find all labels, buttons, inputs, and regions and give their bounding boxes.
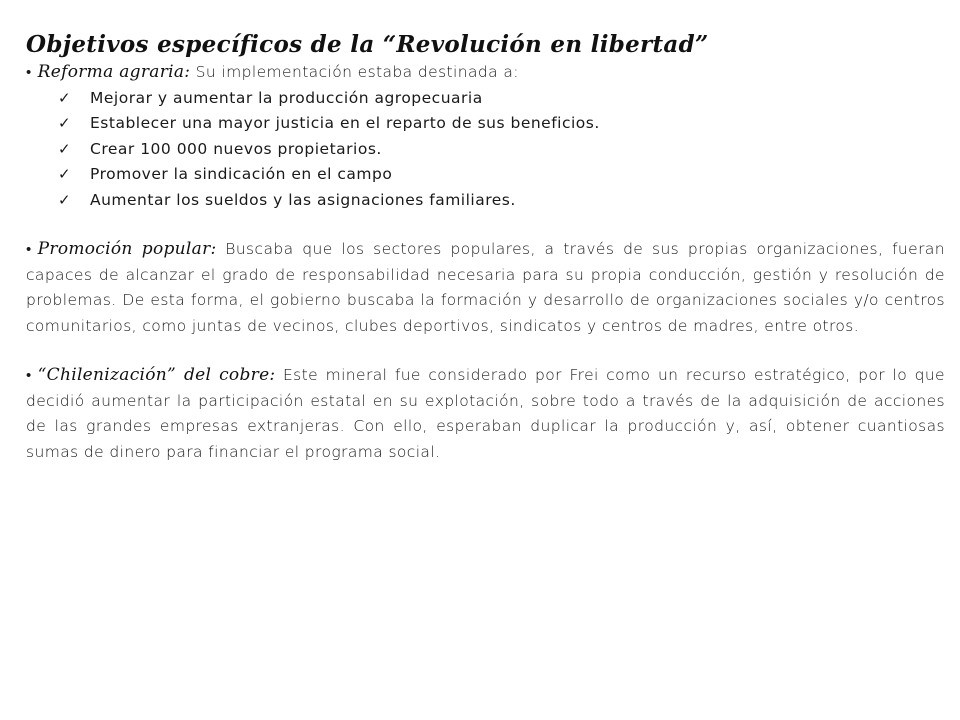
list-item-text: Aumentar los sueldos y las asignaciones familiares. <box>90 190 516 209</box>
bullet-icon: • <box>26 240 32 258</box>
section-body: Buscaba que los sectores populares, a través de sus propias organizaciones, fueran capaces de alcanzar el grado de responsabilidad necesaria para su propia conducción, gestión y resolución de problemas. De esta forma, el gobierno buscaba la formación y desarrollo de organizaciones sociales y/o centros comunitarios, como juntas de vecinos, clubes deportivos, sindicatos y centros de madres, entre otros. <box>26 240 945 335</box>
section-chilenizacion-cobre <box>26 363 945 465</box>
check-icon: ✓ <box>58 165 72 184</box>
list-item <box>58 188 945 214</box>
bullet-icon: • <box>26 366 32 384</box>
check-icon: ✓ <box>58 139 72 158</box>
section-heading: Reforma agraria: <box>37 62 191 82</box>
list-item-text: Crear 100 000 nuevos propietarios. <box>90 139 382 158</box>
checklist <box>26 86 945 214</box>
slide-content <box>26 30 945 465</box>
section-promocion-popular <box>26 237 945 339</box>
section-reforma-agraria <box>26 60 945 86</box>
list-item <box>58 162 945 188</box>
list-item-text: Mejorar y aumentar la producción agropecuaria <box>90 88 483 107</box>
spacer <box>26 213 945 237</box>
section-body: Este mineral fue considerado por Frei como un recurso estratégico, por lo que decidió aumentar la participación estatal en su explotación, sobre todo a través de la adquisición de acciones de las grandes empresas extranjeras. Con ello, esperaban duplicar la producción y, así, obtener cuantiosas sumas de dinero para financiar el programa social. <box>26 366 945 461</box>
check-icon: ✓ <box>58 190 72 209</box>
check-icon: ✓ <box>58 114 72 133</box>
list-item-text: Establecer una mayor justicia en el reparto de sus beneficios. <box>90 114 600 132</box>
spacer <box>26 339 945 363</box>
list-item-text: Promover la sindicación en el campo <box>90 165 393 183</box>
section-heading: Promoción popular: <box>37 239 217 259</box>
list-item <box>58 111 945 137</box>
page-title: Objetivos específicos de la “Revolución en libertad” <box>26 31 709 58</box>
section-intro: Su implementación estaba destinada a: <box>190 63 519 81</box>
list-item <box>58 86 945 112</box>
bullet-icon: • <box>26 63 32 81</box>
check-icon: ✓ <box>58 88 72 107</box>
list-item <box>58 137 945 163</box>
section-heading: “Chilenización” del cobre: <box>37 365 276 385</box>
